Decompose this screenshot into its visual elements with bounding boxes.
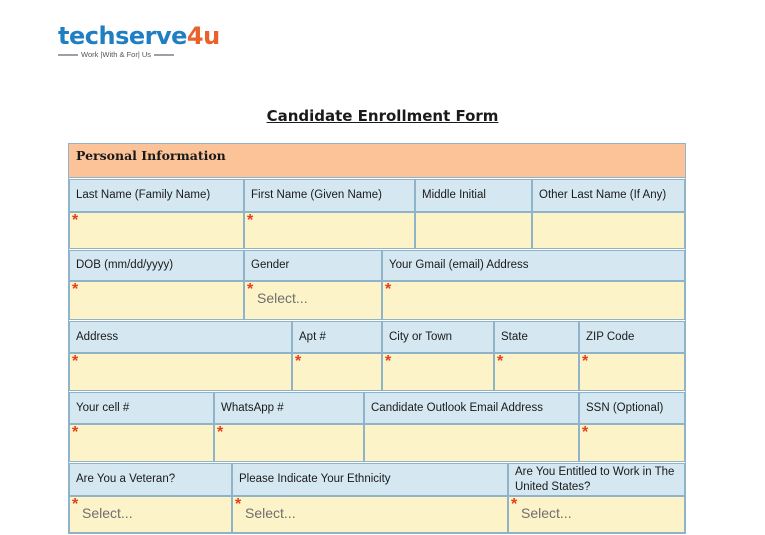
required-marker: * — [72, 424, 79, 441]
logo-tagline: Work |With & For| Us — [81, 50, 152, 59]
outlook-input[interactable] — [364, 424, 579, 462]
state-input[interactable] — [494, 353, 579, 391]
form-title: Candidate Enrollment Form — [266, 107, 499, 125]
gmail-input[interactable] — [382, 281, 685, 320]
gender-select-placeholder: Select... — [257, 290, 308, 306]
gender-select[interactable] — [244, 281, 382, 320]
label-apt: Apt # — [292, 321, 382, 353]
label-ethnicity: Please Indicate Your Ethnicity — [232, 463, 508, 496]
address-input[interactable] — [69, 353, 292, 391]
label-outlook: Candidate Outlook Email Address — [364, 392, 579, 424]
company-logo — [58, 22, 220, 62]
last-name-input[interactable] — [69, 212, 244, 249]
required-marker: * — [72, 212, 79, 229]
apt-input[interactable] — [292, 353, 382, 391]
label-work-auth: Are You Entitled to Work in The United States? — [508, 463, 685, 496]
ssn-input[interactable] — [579, 424, 685, 462]
enrollment-form — [68, 143, 686, 534]
logo-wordmark — [58, 22, 220, 50]
required-marker: * — [385, 281, 392, 298]
required-marker: * — [217, 424, 224, 441]
logo-text-accent: 4u — [186, 22, 220, 50]
whatsapp-input[interactable] — [214, 424, 364, 462]
required-marker: * — [295, 353, 302, 370]
label-city: City or Town — [382, 321, 494, 353]
required-marker: * — [385, 353, 392, 370]
veteran-select-placeholder: Select... — [82, 505, 133, 521]
label-state: State — [494, 321, 579, 353]
label-address: Address — [69, 321, 292, 353]
work-auth-select-placeholder: Select... — [521, 505, 572, 521]
required-marker: * — [497, 353, 504, 370]
other-last-name-input[interactable] — [532, 212, 685, 249]
ethnicity-select[interactable] — [232, 496, 508, 533]
label-last-name: Last Name (Family Name) — [69, 179, 244, 212]
zip-input[interactable] — [579, 353, 685, 391]
required-marker: * — [235, 496, 242, 513]
label-veteran: Are You a Veteran? — [69, 463, 232, 496]
label-first-name: First Name (Given Name) — [244, 179, 415, 212]
required-marker: * — [72, 353, 79, 370]
label-other-last-name: Other Last Name (If Any) — [532, 179, 685, 212]
label-ssn: SSN (Optional) — [579, 392, 685, 424]
label-cell: Your cell # — [69, 392, 214, 424]
section-header: Personal Information — [69, 144, 685, 178]
veteran-select[interactable] — [69, 496, 232, 533]
required-marker: * — [247, 281, 254, 298]
middle-initial-input[interactable] — [415, 212, 532, 249]
required-marker: * — [582, 424, 589, 441]
label-zip: ZIP Code — [579, 321, 685, 353]
label-whatsapp: WhatsApp # — [214, 392, 364, 424]
required-marker: * — [72, 496, 79, 513]
label-gmail: Your Gmail (email) Address — [382, 250, 685, 281]
logo-tagline-row — [58, 50, 198, 59]
city-input[interactable] — [382, 353, 494, 391]
ethnicity-select-placeholder: Select... — [245, 505, 296, 521]
label-dob: DOB (mm/dd/yyyy) — [69, 250, 244, 281]
required-marker: * — [511, 496, 518, 513]
logo-bar-right — [154, 54, 174, 56]
work-auth-select[interactable] — [508, 496, 685, 533]
label-gender: Gender — [244, 250, 382, 281]
first-name-input[interactable] — [244, 212, 415, 249]
cell-input[interactable] — [69, 424, 214, 462]
label-middle-initial: Middle Initial — [415, 179, 532, 212]
logo-text-main: techserve — [58, 22, 187, 50]
required-marker: * — [72, 281, 79, 298]
required-marker: * — [247, 212, 254, 229]
logo-bar-left — [58, 54, 78, 56]
dob-input[interactable] — [69, 281, 244, 320]
required-marker: * — [582, 353, 589, 370]
